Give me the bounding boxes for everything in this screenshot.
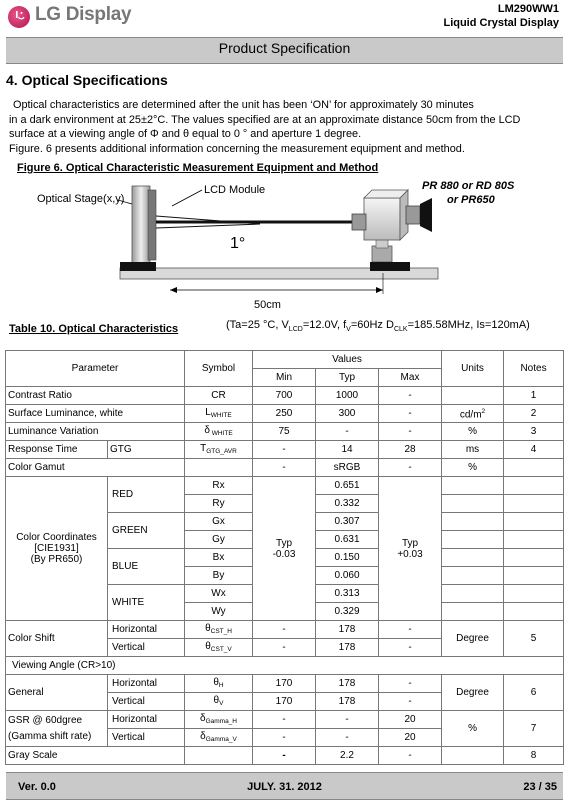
param-line: [CIE1931] (34, 543, 79, 554)
cell-note (504, 531, 564, 549)
condition-text: =12.0V, f (302, 319, 347, 331)
cell-symbol (185, 423, 253, 441)
header-values: Values (253, 351, 442, 369)
header-notes: Notes (504, 351, 564, 387)
cell-unit: % (442, 423, 504, 441)
symbol-sub: GTG_AVR (206, 447, 237, 455)
header-max: Max (379, 369, 442, 387)
min-line: -0.03 (272, 548, 296, 560)
condition-sub: LCD (288, 326, 303, 334)
cell-symbol: Gy (185, 531, 253, 549)
cell-symbol: Ry (185, 495, 253, 513)
cell-note (504, 513, 564, 531)
condition-sub: V (346, 326, 351, 334)
cell-max: 20 (379, 711, 442, 729)
stage-label: Optical Stage(x,y) (37, 193, 125, 205)
cell-note (504, 603, 564, 621)
cell-note: 7 (504, 711, 564, 747)
cell-note: 5 (504, 621, 564, 657)
cell-max: - (379, 639, 442, 657)
cell-note (504, 567, 564, 585)
intro-line: Figure. 6 presents additional information concerning the measurement equipment and method. (9, 142, 465, 155)
cell-min: 170 (253, 675, 316, 693)
param-line: GSR @ 60dgree (8, 715, 83, 726)
param-line: (Gamma shift rate) (8, 731, 92, 742)
color-max (379, 477, 442, 621)
camera-eyepiece (406, 206, 420, 224)
max-line: Typ (401, 537, 419, 549)
symbol-sub: Gamma_V (205, 735, 237, 743)
cell-symbol: Wy (185, 603, 253, 621)
document-date: JULY. 31. 2012 (247, 781, 322, 793)
color-min (253, 477, 316, 621)
viewing-angle-heading: Viewing Angle (CR>10) (6, 657, 564, 675)
cell-symbol (185, 621, 253, 639)
cell-symbol: By (185, 567, 253, 585)
cell-note (504, 477, 564, 495)
header-min: Min (253, 369, 316, 387)
table-row (6, 657, 564, 675)
symbol-text: L (205, 406, 211, 418)
device-label-1: PR 880 or RD 80S (422, 180, 515, 192)
symbol-text: θ (205, 622, 211, 634)
unit-text: cd/m (459, 409, 482, 421)
cell-typ: 14 (316, 441, 379, 459)
cell-typ: 178 (316, 693, 379, 711)
cell-param: Color Gamut (6, 459, 185, 477)
document-version: Ver. 0.0 (18, 781, 56, 793)
cell-unit: Degree (442, 621, 504, 657)
cell-min: 250 (253, 405, 316, 423)
symbol-sub: WHITE (210, 411, 232, 419)
page-number: 23 / 35 (523, 781, 557, 793)
cell-max: - (379, 693, 442, 711)
cell-min: - (253, 621, 316, 639)
cell-typ: 0.651 (316, 477, 379, 495)
section-title: 4. Optical Specifications (6, 72, 168, 88)
header-symbol: Symbol (185, 351, 253, 387)
cell-max: - (379, 387, 442, 405)
logo-text: LG Display (35, 4, 132, 25)
symbol-sub: Gamma_H (205, 717, 237, 725)
cell-unit: ms (442, 441, 504, 459)
min-line: Typ (275, 537, 293, 549)
cell-note: 2 (504, 405, 564, 423)
cell-symbol: CR (185, 387, 253, 405)
cell-note (504, 549, 564, 567)
table-row (6, 477, 564, 495)
cell-note (504, 495, 564, 513)
cell-min: - (253, 639, 316, 657)
cell-min: - (253, 729, 316, 747)
cell-typ: sRGB (316, 459, 379, 477)
figure-title: Figure 6. Optical Characteristic Measurement Equipment and Method (17, 162, 379, 174)
cell-typ: - (316, 711, 379, 729)
cell-max: - (379, 423, 442, 441)
cell-param: Luminance Variation (6, 423, 185, 441)
cell-min: 170 (253, 693, 316, 711)
table-row (6, 423, 564, 441)
cell-param: Color Shift (6, 621, 108, 657)
camera-body (364, 198, 400, 240)
cell-unit (442, 585, 504, 603)
camera-stand (372, 246, 392, 262)
symbol-text: θ (213, 676, 219, 688)
cell-typ: 0.332 (316, 495, 379, 513)
cell-min: - (253, 459, 316, 477)
cell-param (6, 711, 108, 747)
lcd-leader-line (172, 190, 202, 206)
cell-min: - (253, 441, 316, 459)
cell-min: - (253, 711, 316, 729)
cell-typ: 300 (316, 405, 379, 423)
color-group: WHITE (108, 585, 185, 621)
param-line: (By PR650) (30, 554, 83, 565)
table-row (6, 441, 564, 459)
cell-param: Contrast Ratio (6, 387, 185, 405)
symbol-text: θ (213, 694, 220, 706)
cell-min: 700 (253, 387, 316, 405)
cell-typ: 178 (316, 639, 379, 657)
cell-symbol (185, 441, 253, 459)
intro-line: surface at a viewing angle of Φ and θ equal to 0 ° and aperture 1 degree. (9, 128, 362, 141)
table-header-row (6, 351, 564, 369)
header-parameter: Parameter (6, 351, 185, 387)
cell-note (504, 459, 564, 477)
cell-typ: 0.150 (316, 549, 379, 567)
condition-text: =60Hz D (350, 319, 394, 331)
cell-typ: - (316, 729, 379, 747)
cell-symbol: Gx (185, 513, 253, 531)
symbol-sub: H (218, 681, 224, 689)
cell-symbol (185, 639, 253, 657)
table-row (6, 387, 564, 405)
cell-param: General (6, 675, 108, 711)
cell-note: 8 (504, 747, 564, 765)
cell-unit (442, 567, 504, 585)
cell-unit: Degree (442, 675, 504, 711)
measurement-beam (156, 224, 260, 228)
symbol-sub: V (219, 699, 224, 707)
cell-unit: % (442, 711, 504, 747)
cell-max: - (379, 747, 442, 765)
color-group: RED (108, 477, 185, 513)
test-conditions (226, 319, 530, 333)
cell-typ: - (316, 423, 379, 441)
cell-param: Surface Luminance, white (6, 405, 185, 423)
cell-symbol (185, 747, 253, 765)
camera-lens (352, 214, 366, 230)
header-units: Units (442, 351, 504, 387)
condition-text: =185.58MHz, Is=120mA) (407, 319, 530, 331)
table-title: Table 10. Optical Characteristics (9, 323, 179, 335)
header-typ: Typ (316, 369, 379, 387)
unit-sup: 2 (481, 408, 486, 416)
table-row (6, 405, 564, 423)
cell-typ: 0.329 (316, 603, 379, 621)
cell-unit (442, 387, 504, 405)
table-row (6, 621, 564, 639)
color-coordinates-param (6, 477, 108, 621)
table-row (6, 675, 564, 693)
cell-subparam: Vertical (108, 729, 185, 747)
cell-subparam: Vertical (108, 639, 185, 657)
lcd-module-panel (148, 190, 156, 260)
param-line: Color Coordinates (16, 532, 97, 543)
measurement-setup-diagram (20, 178, 560, 313)
cell-subparam: GTG (108, 441, 185, 459)
cell-unit: % (442, 459, 504, 477)
cell-typ: 0.313 (316, 585, 379, 603)
camera-viewfinder (420, 198, 432, 232)
lcd-module-label: LCD Module (204, 184, 266, 196)
cell-unit (442, 747, 504, 765)
cell-min: 75 (253, 423, 316, 441)
cell-symbol (185, 405, 253, 423)
optical-stage-post (132, 186, 150, 270)
cell-subparam: Horizontal (108, 675, 185, 693)
cell-max: 28 (379, 441, 442, 459)
cell-typ: 0.307 (316, 513, 379, 531)
cell-unit (442, 513, 504, 531)
symbol-text: δ (199, 712, 206, 724)
cell-typ: 178 (316, 675, 379, 693)
cell-symbol (185, 693, 253, 711)
cell-param: Response Time (6, 441, 108, 459)
cell-symbol (185, 459, 253, 477)
cell-subparam: Vertical (108, 693, 185, 711)
symbol-text: δ (204, 424, 210, 436)
intro-line: Optical characteristics are determined after the unit has been ‘ON’ for approximately 30 minutes (13, 99, 474, 111)
cell-subparam: Horizontal (108, 621, 185, 639)
symbol-sub: WHITE (209, 429, 233, 437)
symbol-text: δ (200, 730, 206, 742)
cell-typ: 0.060 (316, 567, 379, 585)
cell-note: 3 (504, 423, 564, 441)
cell-note: 4 (504, 441, 564, 459)
max-line: +0.03 (397, 548, 423, 560)
cell-max: - (379, 621, 442, 639)
cell-symbol: Rx (185, 477, 253, 495)
optical-characteristics-table (5, 350, 564, 765)
symbol-text: T (200, 442, 207, 454)
distance-label: 50cm (254, 299, 281, 311)
cell-typ: 178 (316, 621, 379, 639)
cell-note: 1 (504, 387, 564, 405)
lg-face-icon (15, 11, 25, 22)
camera-foot (370, 262, 410, 271)
cell-symbol: Wx (185, 585, 253, 603)
cell-note: 6 (504, 675, 564, 711)
symbol-sub: CST_V (210, 645, 232, 653)
cell-symbol: Bx (185, 549, 253, 567)
cell-param: Gray Scale (6, 747, 185, 765)
table-row (6, 747, 564, 765)
cell-min: - (253, 747, 316, 765)
model-number: LM290WW1 (497, 3, 559, 15)
condition-sub: CLK (393, 326, 408, 334)
cell-typ: 2.2 (316, 747, 379, 765)
cell-max: - (379, 459, 442, 477)
cell-unit (442, 405, 504, 423)
cell-unit (442, 549, 504, 567)
document-type: Liquid Crystal Display (443, 17, 559, 29)
color-group: GREEN (108, 513, 185, 549)
color-group: BLUE (108, 549, 185, 585)
angle-label: 1° (230, 235, 246, 252)
device-label-2: or PR650 (447, 194, 495, 206)
cell-subparam: Horizontal (108, 711, 185, 729)
cell-typ: 0.631 (316, 531, 379, 549)
banner-title: Product Specification (218, 40, 351, 56)
table-row (6, 459, 564, 477)
intro-line: in a dark environment at 25±2°C. The values specified are at an approximate distance 50cm from the LCD (9, 113, 521, 126)
cell-symbol (185, 675, 253, 693)
cell-unit (442, 477, 504, 495)
cell-max: - (379, 675, 442, 693)
symbol-text: θ (205, 640, 211, 652)
cell-note (504, 585, 564, 603)
cell-unit (442, 603, 504, 621)
condition-text: (Ta=25 °C, V (226, 319, 289, 331)
intro-paragraph (9, 98, 561, 156)
stage-foot (120, 262, 156, 271)
cell-symbol (185, 729, 253, 747)
cell-typ: 1000 (316, 387, 379, 405)
cell-max: - (379, 405, 442, 423)
cell-unit (442, 495, 504, 513)
cell-symbol (185, 711, 253, 729)
cell-unit (442, 531, 504, 549)
cell-max: 20 (379, 729, 442, 747)
symbol-sub: CST_H (210, 627, 232, 635)
table-row (6, 711, 564, 729)
